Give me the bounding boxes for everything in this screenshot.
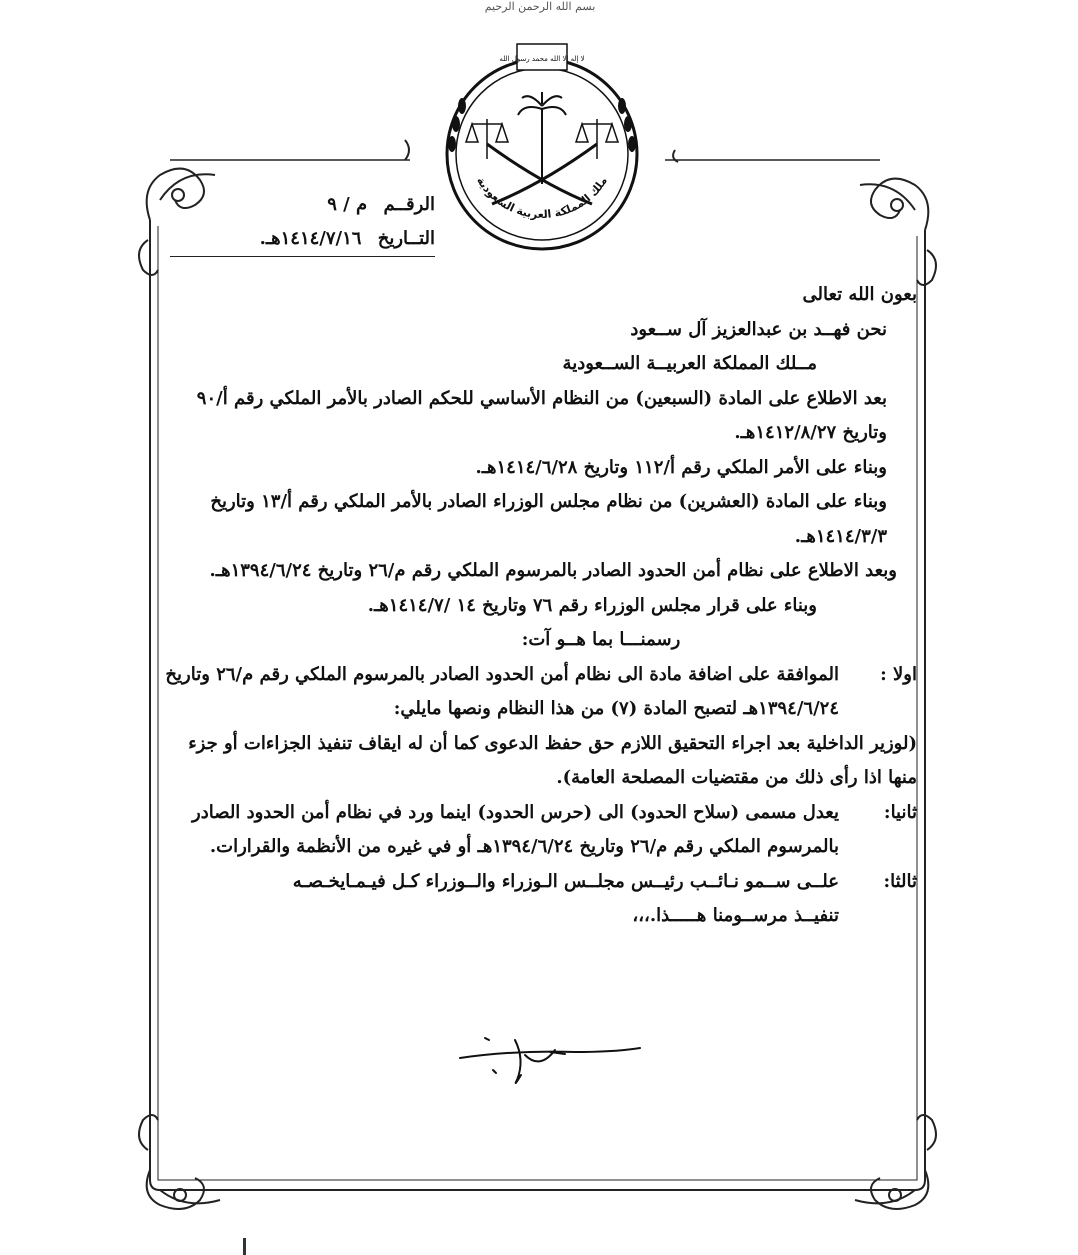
article-second-text: يعدل مسمى (سلاح الحدود) الى (حرس الحدود) اينما ورد في نظام أمن الحدود الصادر بالمرسوم الملكي رقم م/٢٦ وتاريخ ١٣٩٤/٦/٢٤هـ أو في غيره من الأنظمة والقرارات. — [192, 801, 839, 857]
basmala-mark: بسم الله الرحمن الرحيم — [484, 0, 596, 13]
article-first-key: اولا : — [880, 663, 917, 685]
article-third-key: ثالثا: — [883, 870, 917, 892]
article-first-quote: (لوزير الداخلية بعد اجراء التحقيق اللازم حق حفظ الدعوى كما أن له ايقاف تنفيذ الجزاءات أو جزء منها اذا رأى ذلك من مقتضيات المصلحة العامة). — [188, 732, 917, 788]
article-third-continuation: تنفيــذ مرســومنا هـــــذا.،،، — [632, 905, 839, 926]
article-third — [165, 865, 917, 900]
reference-date-value: ١٤١٤/٧/١٦هـ. — [259, 228, 362, 249]
article-second — [165, 796, 917, 865]
scan-edge-mark — [243, 1238, 246, 1255]
article-third-text: علــى ســمو نـائــب رئيــس مجلــس الـوزراء والــوزراء كـل فيـمـايخـصـه — [292, 870, 839, 892]
reference-number-value: م / ٩ — [327, 194, 368, 215]
opening-line: بعون الله تعالى — [802, 284, 917, 305]
reference-date-line — [170, 222, 435, 257]
preamble-paragraph-3: وبناء على المادة (العشرين) من نظام مجلس الوزراء الصادر بالأمر الملكي رقم أ/١٣ وتاريخ ١٤١٤/٣/٣هـ. — [210, 491, 887, 547]
reference-number-label: الرقــم — [383, 194, 435, 215]
article-first — [165, 658, 917, 727]
preamble-paragraph-1: بعد الاطلاع على المادة (السبعين) من النظام الأساسي للحكم الصادر بالأمر الملكي رقم أ/٩٠ وتاريخ ١٤١٢/٨/٢٧هـ. — [196, 387, 887, 443]
decree-body — [165, 278, 917, 934]
article-first-text: الموافقة على اضافة مادة الى نظام أمن الحدود الصادر بالمرسوم الملكي رقم م/٢٦ وتاريخ ١٣٩٤/٦/٢٤هـ لتصبح المادة (٧) من هذا النظام ونصها مايلي: — [165, 663, 839, 719]
preamble-paragraph-5: وبناء على قرار مجلس الوزراء رقم ٧٦ وتاريخ ١٤ /١٤١٤/٧هـ. — [367, 594, 817, 616]
issuer-title: مــلك المملكة العربيــة الســعودية — [562, 353, 817, 374]
preamble-paragraph-4: وبعد الاطلاع على نظام أمن الحدود الصادر بالمرسوم الملكي رقم م/٢٦ وتاريخ ١٣٩٤/٦/٢٤هـ. — [209, 560, 897, 581]
decree-intro: رسمنـــا بما هــو آت: — [521, 629, 681, 650]
seal-banner-text: لا إله إلا الله محمد رسول الله — [499, 55, 585, 63]
reference-header — [170, 188, 435, 257]
corner-ornament-top-right — [860, 179, 936, 285]
reference-date-label: التــاريخ — [377, 228, 435, 249]
article-second-key: ثانيا: — [883, 801, 917, 823]
reference-number-line — [170, 188, 435, 222]
preamble-paragraph-2: وبناء على الأمر الملكي رقم أ/١١٢ وتاريخ ١٤١٤/٦/٢٨هـ. — [475, 456, 887, 478]
royal-seal-emblem — [432, 34, 652, 254]
royal-signature — [455, 1030, 645, 1090]
corner-ornament-bottom-right — [855, 1115, 936, 1209]
corner-ornament-bottom-left — [139, 1115, 220, 1209]
seal-ring-text: ملك المملكة العربية السعودية — [474, 174, 610, 222]
issuer-name: نحن فهــد بن عبدالعزيز آل ســعود — [630, 318, 887, 340]
